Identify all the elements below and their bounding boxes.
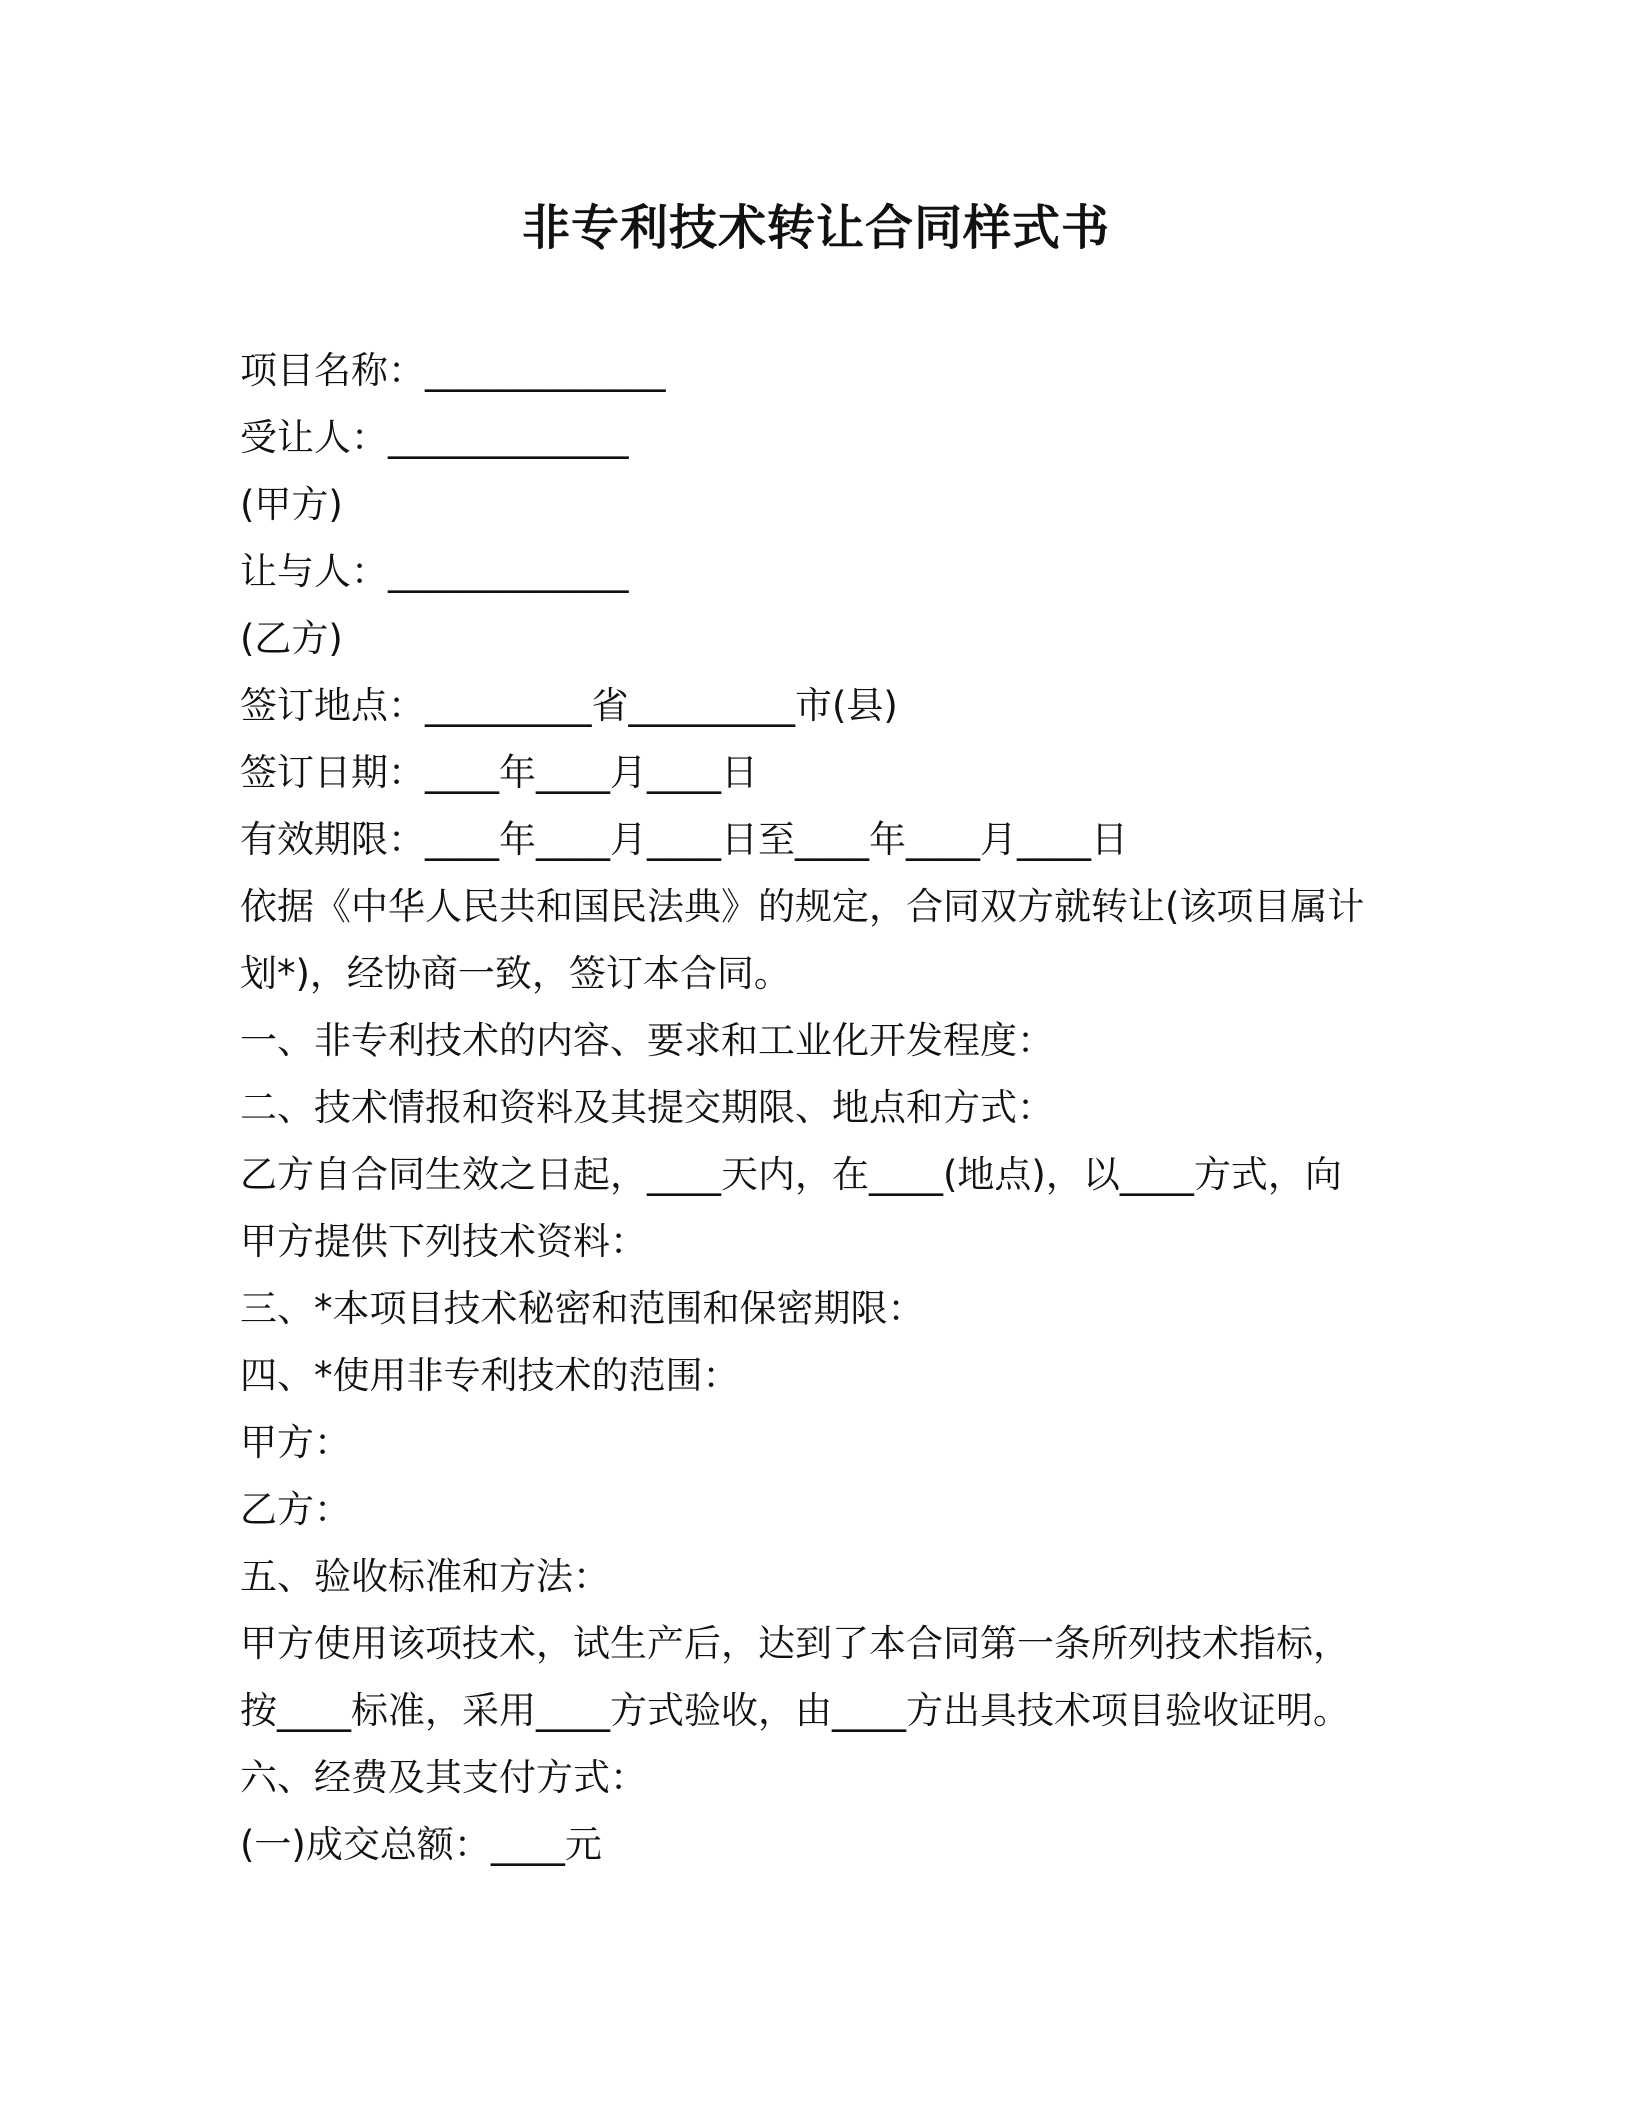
paragraph-delivery-line-1: 乙方自合同生效之日起，____天内，在____(地点)，以____方式，向 (240, 1153, 1342, 1196)
scope-party-b: 乙方： (240, 1488, 351, 1531)
paragraph-delivery-line-2: 甲方提供下列技术资料： (240, 1220, 647, 1263)
paragraph-acceptance-line-1: 甲方使用该项技术，试生产后，达到了本合同第一条所列技术指标， (240, 1622, 1350, 1665)
field-validity-period: 有效期限：____年____月____日至____年____月____日 (240, 818, 1128, 861)
field-signing-date: 签订日期：____年____月____日 (240, 751, 758, 794)
field-project-name: 项目名称：_____________ (240, 349, 666, 392)
document-title: 非专利技术转让合同样式书 (521, 200, 1110, 256)
section-heading-5: 五、验收标准和方法： (240, 1555, 610, 1598)
section-heading-4: 四、*使用非专利技术的范围： (240, 1354, 740, 1397)
section-heading-3: 三、*本项目技术秘密和范围和保密期限： (240, 1287, 925, 1330)
document-body (240, 337, 1400, 1878)
section-heading-6: 六、经费及其支付方式： (240, 1756, 647, 1799)
party-a-note: (甲方) (240, 483, 343, 526)
section-heading-1: 一、非专利技术的内容、要求和工业化开发程度： (240, 1019, 1054, 1062)
field-signing-place: 签订地点：_________省_________市(县) (240, 684, 898, 727)
scope-party-a: 甲方： (240, 1421, 351, 1464)
paragraph-preamble-line-2: 划*)，经协商一致，签订本合同。 (240, 952, 791, 995)
section-heading-2: 二、技术情报和资料及其提交期限、地点和方式： (240, 1086, 1054, 1129)
field-transferee: 受让人：_____________ (240, 416, 629, 459)
field-transferor: 让与人：_____________ (240, 550, 629, 593)
paragraph-acceptance-line-2: 按____标准，采用____方式验收，由____方出具技术项目验收证明。 (240, 1689, 1350, 1732)
paragraph-preamble-line-1: 依据《中华人民共和国民法典》的规定，合同双方就转让(该项目属计 (240, 885, 1365, 928)
field-total-amount: (一)成交总额：____元 (240, 1823, 602, 1866)
party-b-note: (乙方) (240, 617, 343, 660)
